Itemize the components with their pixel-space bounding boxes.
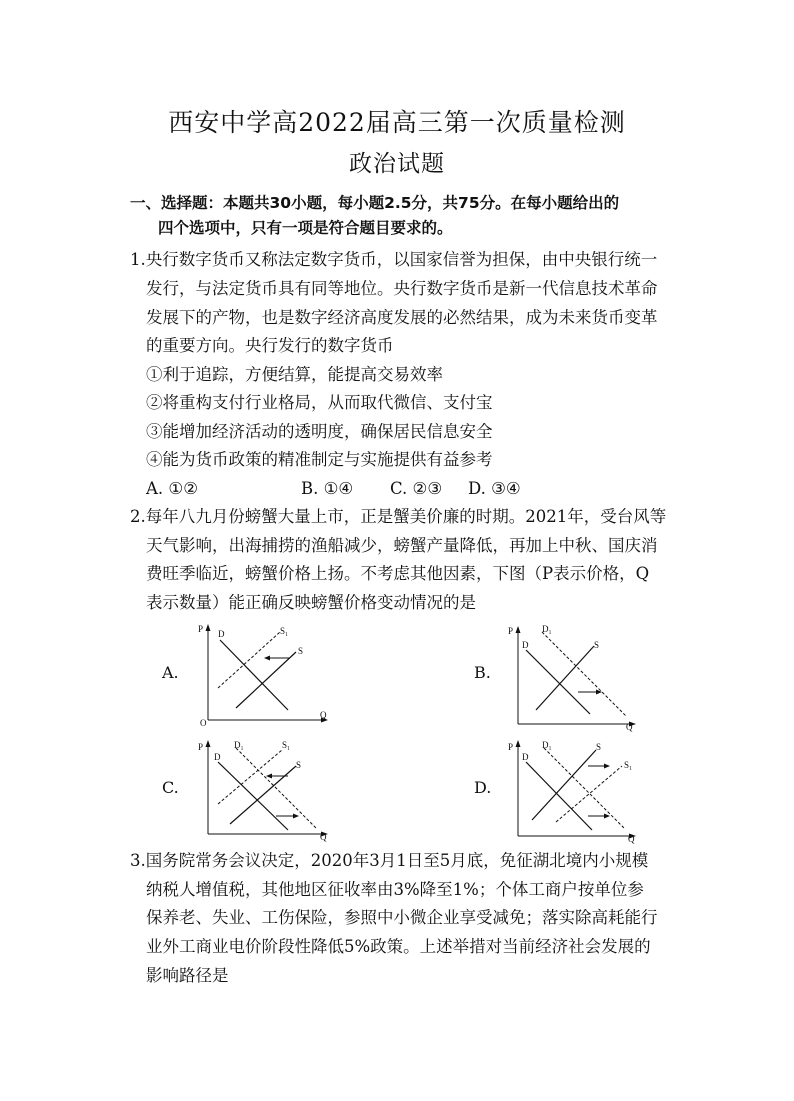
q1-option-b: B. ①④ [301,479,354,498]
axis-q-label: Q [628,834,635,844]
axis-p-label: P [508,742,514,752]
supply-curve-shifted [556,766,622,822]
q1-option-a: A. ①② [146,479,198,498]
graph-option-b-label: B. [474,663,491,682]
supply-shifted-label: S₁ [282,740,291,750]
q1-stem-line: 的重要方向。央行发行的数字货币 [146,336,394,355]
q2-stem-line: 表示数量）能正确反映螃蟹价格变动情况的是 [146,593,476,612]
q1-stem-line: 发展下的产物，也是数字经济高度发展的必然结果，成为未来货币变革 [146,308,658,327]
supply-curve [236,652,296,708]
axis-p-label: P [198,624,204,634]
q3-stem-line: 影响路径是 [146,966,229,985]
q2-stem-line: 天气影响，出海捕捞的渔船减少，螃蟹产量降低，再加上中秋、国庆消 [146,536,658,555]
supply-demand-graph-b [506,622,646,730]
axis-q-label: Q [320,832,327,842]
graph-option-d-label: D. [474,778,492,797]
q1-stem-line: 1.央行数字货币又称法定数字货币，以国家信誉为担保，由中央银行统一 [130,250,658,269]
axis-p-label: P [508,626,514,636]
demand-curve [526,650,590,714]
demand-label: D [218,629,225,639]
demand-label: D [214,752,221,762]
axis-p-label: P [198,742,204,752]
supply-label: S [594,640,600,650]
supply-curve [532,750,596,820]
supply-curve-shifted [218,750,282,804]
demand-shifted-label: D₁ [234,740,244,750]
supply-demand-graph-a [196,622,336,726]
supply-shifted-label: S₁ [280,626,289,636]
supply-label: S [296,760,302,770]
q1-item: ④能为货币政策的精准制定与实施提供有益参考 [146,450,493,469]
q2-stem-line: 2.每年八九月份螃蟹大量上市，正是蟹美价廉的时期。2021年，受台风等 [130,507,667,526]
q1-item: ②将重构支付行业格局，从而取代微信、支付宝 [146,393,493,412]
q1-option-c: C. ②③ [390,479,443,498]
demand-shifted-label: D₁ [542,624,552,634]
graph-option-c-label: C. [162,778,179,797]
exam-subtitle: 政治试题 [349,151,445,177]
demand-curve [220,640,288,710]
demand-label: D [522,752,529,762]
supply-shifted-label: S₁ [624,760,633,770]
demand-curve-shifted [542,632,626,716]
demand-label: D [522,640,529,650]
exam-title: 西安中学高2022届高三第一次质量检测 [168,108,626,137]
q1-item: ③能增加经济活动的透明度，确保居民信息安全 [146,422,493,441]
section-heading-line1: 一、选择题：本题共30小题，每小题2.5分，共75分。在每小题给出的 [130,194,620,212]
supply-curve-shifted [218,632,280,688]
supply-label: S [298,646,304,656]
q1-stem-line: 发行，与法定货币具有同等地位。央行数字货币是新一代信息技术革命 [146,279,658,298]
axis-q-label: Q [320,710,327,720]
q1-option-d: D. ③④ [468,479,521,498]
q3-stem-line: 3.国务院常务会议决定，2020年3月1日至5月底，免征湖北境内小规模 [130,851,649,870]
axis-q-label: Q [626,722,633,732]
q2-stem-line: 费旺季临近，螃蟹价格上扬。不考虑其他因素，下图（P表示价格，Q [146,564,650,583]
supply-label: S [596,742,602,752]
q3-stem-line: 纳税人增值税，其他地区征收率由3%降至1%；个体工商户按单位参 [146,880,644,899]
q1-item: ①利于追踪，方便结算，能提高交易效率 [146,365,443,384]
supply-demand-graph-c [196,736,336,840]
graph-option-a-label: A. [162,663,179,682]
demand-curve-shifted [544,748,624,828]
demand-shifted-label: D₁ [542,740,552,750]
section-heading-line2: 四个选项中，只有一项是符合题目要求的。 [158,219,453,237]
q3-stem-line: 业外工商业电价阶段性降低5%政策。上述举措对当前经济社会发展的 [146,937,651,956]
q3-stem-line: 保养老、失业、工伤保险，参照中小微企业享受减免；落实除高耗能行 [146,908,658,927]
origin-label: O [200,718,207,728]
demand-curve [218,762,288,830]
supply-demand-graph-d [506,736,646,844]
demand-curve [526,762,592,830]
